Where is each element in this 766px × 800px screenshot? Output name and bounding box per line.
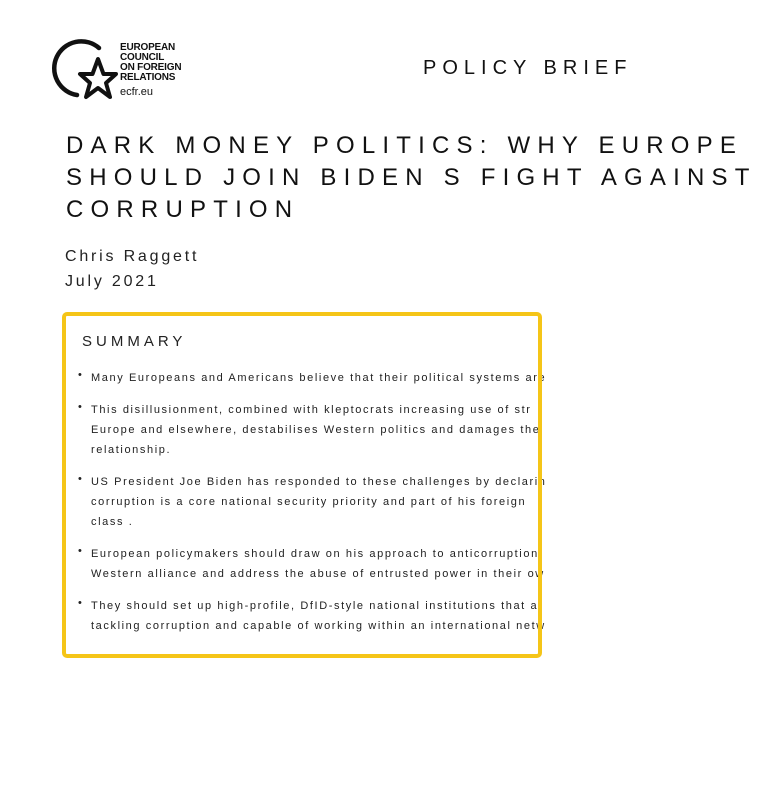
- bullet-line: tackling corruption and capable of working within an international netw: [91, 620, 546, 632]
- bullet-dot-icon: •: [78, 369, 84, 381]
- star-in-circle-icon: [53, 36, 119, 106]
- title-line: CORRUPTION: [66, 196, 300, 223]
- logo-url: ecfr.eu: [120, 86, 154, 98]
- bullet-line: They should set up high-profile, DfID-style national institutions that a: [91, 600, 539, 612]
- bullet-text: [91, 596, 546, 636]
- logo-wordmark: [120, 43, 181, 83]
- bullet-line: relationship.: [91, 444, 172, 456]
- bullet-line: European policymakers should draw on his approach to anticorruption: [91, 548, 539, 560]
- bullet-dot-icon: •: [78, 545, 84, 557]
- bullet-line: Europe and elsewhere, destabilises Western politics and damages the: [91, 424, 541, 436]
- bullet-line: Many Europeans and Americans believe that their political systems are: [91, 372, 547, 384]
- bullet-line: This disillusionment, combined with kleptocrats increasing use of str: [91, 404, 532, 416]
- bullet-text: [91, 400, 540, 460]
- logo-line: EUROPEAN: [120, 42, 176, 53]
- title-line: DARK MONEY POLITICS: WHY EUROPE: [66, 132, 744, 159]
- bullet-line: class .: [91, 516, 134, 528]
- bullet-dot-icon: •: [78, 401, 84, 413]
- summary-heading: SUMMARY: [82, 333, 187, 350]
- title-line: SHOULD JOIN BIDEN S FIGHT AGAINST: [66, 164, 757, 191]
- document-type-label: POLICY BRIEF: [423, 57, 633, 79]
- bullet-text: [91, 368, 546, 388]
- bullet-dot-icon: •: [78, 473, 84, 485]
- bullet-text: [91, 544, 545, 584]
- logo-line: COUNCIL: [120, 52, 165, 63]
- bullet-line: corruption is a core national security priority and part of his foreign: [91, 496, 527, 508]
- publication-date: July 2021: [65, 273, 159, 290]
- bullet-line: US President Joe Biden has responded to these challenges by declarin: [91, 476, 547, 488]
- bullet-line: Western alliance and address the abuse of entrusted power in their ow: [91, 568, 545, 580]
- bullet-dot-icon: •: [78, 597, 84, 609]
- ecfr-logo: [53, 36, 203, 106]
- logo-line: RELATIONS: [120, 72, 176, 83]
- document-title: [66, 130, 766, 226]
- logo-line: ON FOREIGN: [120, 62, 182, 73]
- bullet-text: [91, 472, 547, 532]
- author-name: Chris Raggett: [65, 248, 200, 265]
